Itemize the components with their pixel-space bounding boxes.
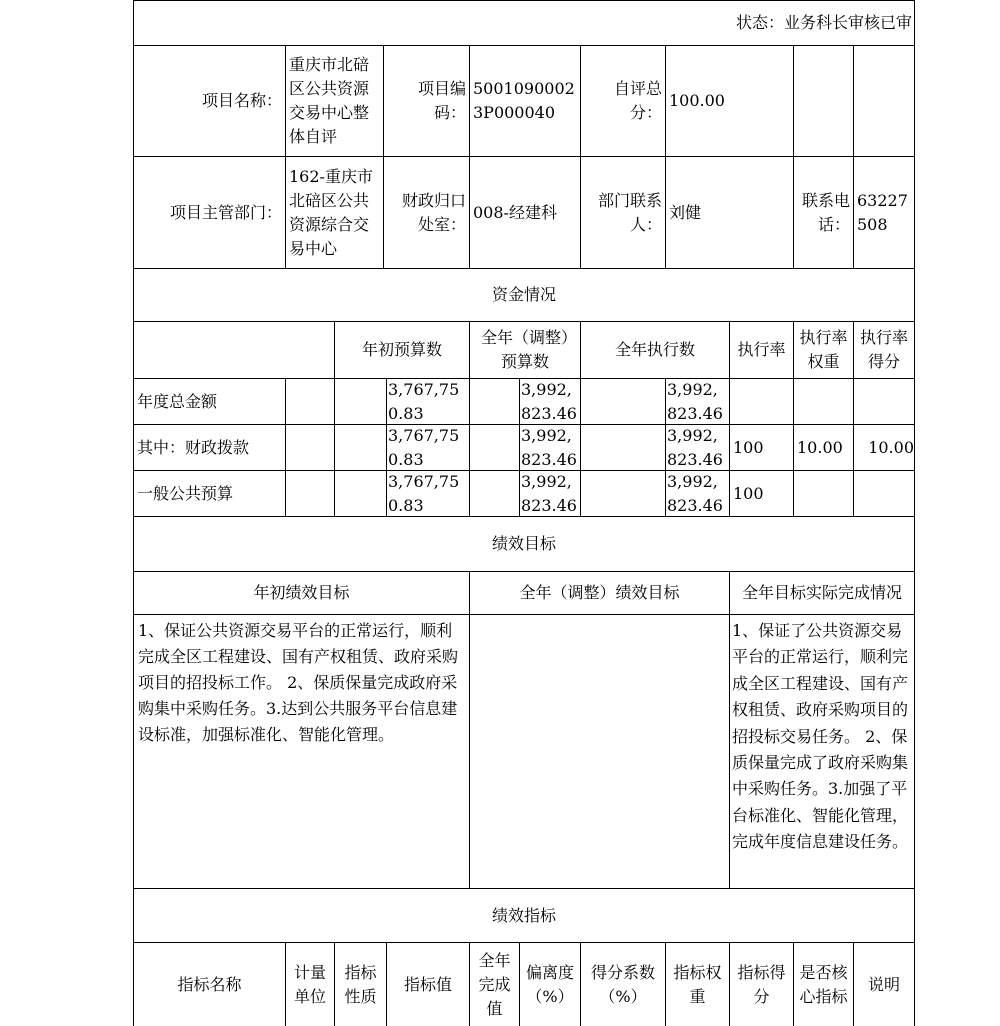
indicator-header-weight: 指标权重 <box>673 962 722 1006</box>
funds-adjusted-value: 3,992,823.46 <box>521 471 577 515</box>
project-name-label: 项目名称： <box>201 91 282 110</box>
rule <box>580 378 581 516</box>
contact-value: 刘健 <box>669 202 702 222</box>
self-score-label: 自评总分： <box>613 79 662 122</box>
indicator-header-name: 指标名称 <box>177 974 242 994</box>
finance-office-value: 008-经建科 <box>473 202 557 222</box>
indicator-header-nature: 指标性质 <box>344 962 377 1006</box>
funds-executed-value: 3,992,823.46 <box>667 379 723 423</box>
funds-weight-value: 10.00 <box>797 437 843 457</box>
funds-rate-value: 100 <box>733 483 764 503</box>
indicator-header-deviation: 偏离度（%） <box>525 962 574 1006</box>
indicator-header-coef: 得分系数（%） <box>590 962 655 1006</box>
rule <box>285 378 286 516</box>
indicators-section-title: 绩效指标 <box>491 905 556 925</box>
funds-initial-value: 3,767,750.83 <box>388 425 460 469</box>
funds-row-label: 年度总金额 <box>137 391 218 411</box>
indicator-header-value: 指标值 <box>403 974 452 994</box>
funds-initial-value: 3,767,750.83 <box>388 379 460 423</box>
funds-weight-value <box>794 379 853 424</box>
funds-header-weight: 执行率权重 <box>799 328 848 371</box>
project-code-value: 50010900023P000040 <box>473 79 575 122</box>
rule <box>334 378 335 516</box>
indicator-header-core: 是否核心指标 <box>799 962 848 1006</box>
self-score-value: 100.00 <box>669 91 725 110</box>
goals-adjusted-text <box>470 618 729 886</box>
indicator-header-score: 指标得分 <box>737 962 786 1006</box>
goals-initial-header: 年初绩效目标 <box>253 583 350 602</box>
project-name-value: 重庆市北碚区公共资源交易中心整体自评 <box>289 55 370 146</box>
indicator-header-unit: 计量单位 <box>293 962 326 1006</box>
contact-label: 部门联系人： <box>597 190 662 234</box>
funds-adjusted-value: 3,992,823.46 <box>521 379 577 423</box>
phone-label: 联系电话： <box>801 190 850 234</box>
goals-actual-header: 全年目标实际完成情况 <box>741 583 902 602</box>
funds-header-executed: 全年执行数 <box>614 340 695 359</box>
project-code-label: 项目编码： <box>417 79 466 122</box>
funds-weight-value <box>794 471 853 516</box>
goals-initial-text: 1、保证公共资源交易平台的正常运行，顺利完成全区工程建设、国有产权租赁、政府采购项目的招投标工作。 2、保质保量完成政府采购集中采购任务。3.达到公共服务平台信息建设标准，加强标准化、智能化管理。 <box>138 621 459 744</box>
funds-header-initial: 年初预算数 <box>361 340 442 359</box>
rule <box>914 0 915 1026</box>
funds-header-rate: 执行率 <box>737 340 786 359</box>
rule <box>469 378 470 516</box>
funds-score-value <box>854 379 914 424</box>
funds-executed-value: 3,992,823.46 <box>667 471 723 515</box>
phone-value: 63227508 <box>857 190 908 234</box>
funds-row-label: 其中：财政拨款 <box>137 437 250 457</box>
dept-label: 项目主管部门： <box>169 202 282 222</box>
funds-row-label: 一般公共预算 <box>137 483 234 503</box>
goals-adjusted-header: 全年（调整）绩效目标 <box>519 583 680 602</box>
funds-rate-value: 100 <box>733 437 764 457</box>
funds-executed-value: 3,992,823.46 <box>667 425 723 469</box>
funds-header-score: 执行率得分 <box>859 328 908 371</box>
goals-actual-text: 1、保证了公共资源交易平台的正常运行，顺利完成全区工程建设、国有产权租赁、政府采购项目的招投标交易任务。 2、保质保量完成了政府采购集中采购任务。3.加强了平台标准化、智能化管理，完成年度信息建设任务。 <box>732 621 909 852</box>
funds-score-value <box>854 471 914 516</box>
funds-score-value: 10.00 <box>868 437 914 457</box>
funds-adjusted-value: 3,992,823.46 <box>521 425 577 469</box>
funds-initial-value: 3,767,750.83 <box>388 471 460 515</box>
funds-rate-value <box>730 379 793 424</box>
dept-value: 162-重庆市北碚区公共资源综合交易中心 <box>289 166 373 258</box>
goals-section-title: 绩效目标 <box>491 534 556 553</box>
indicator-header-actual: 全年完成值 <box>478 950 511 1018</box>
funds-header-adjusted: 全年（调整）预算数 <box>480 328 569 371</box>
finance-office-label: 财政归口处室： <box>401 190 466 234</box>
indicator-header-note: 说明 <box>867 974 900 994</box>
status-text: 状态：业务科长审核已审 <box>735 13 912 32</box>
rule <box>133 614 914 615</box>
funds-section-title: 资金情况 <box>491 285 556 304</box>
